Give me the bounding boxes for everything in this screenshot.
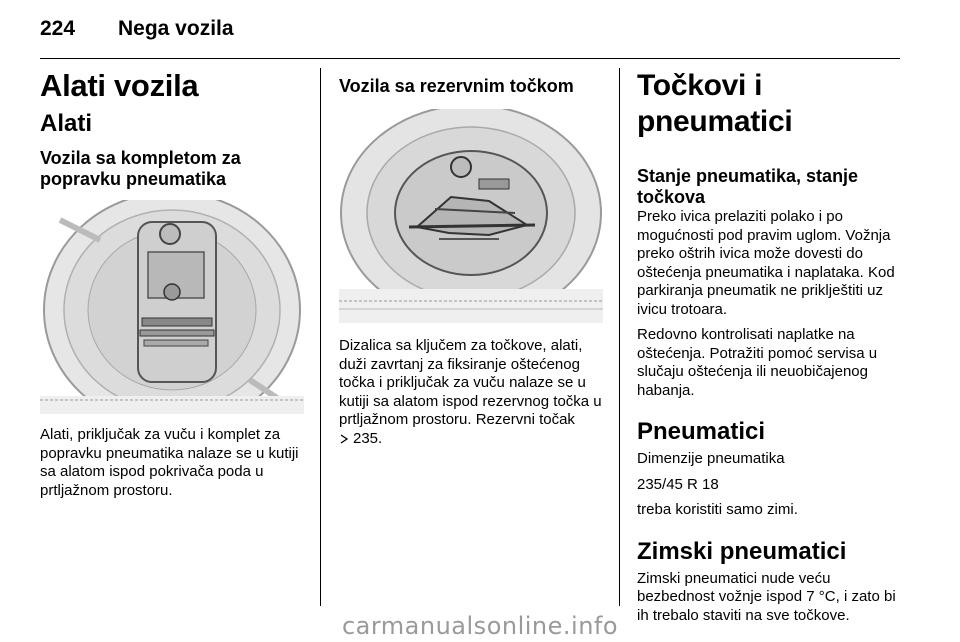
section-title-tyres: Pneumatici <box>637 418 766 445</box>
column-divider <box>619 68 620 606</box>
page-number: 224 <box>40 17 76 40</box>
subsection-title-spare-wheel: Vozila sa rezervnim točkom <box>339 76 574 96</box>
repair-kit-illustration <box>40 200 304 414</box>
chapter-title: Alati vozila <box>40 68 199 103</box>
tyre-note: treba koristiti samo zimi. <box>637 501 798 518</box>
section-title-tyre-condition: Stanje pneumatika, stanje točkova <box>637 166 859 207</box>
page-header <box>40 14 234 44</box>
column-divider <box>320 68 321 606</box>
paragraph-rim-check: Redovno kontrolisati naplatke na oštećenja. Potražiti pomoć servisa u slučaju oštećenja ili neuobičajenog habanja. <box>637 326 878 399</box>
paragraph-winter-tyres: Zimski pneumatici nude veću bezbednost vožnje ispod 7 °C, i zato bi ih trebalo staviti na sve točkove. <box>637 569 896 624</box>
watermark: carmanualsonline.info <box>341 612 619 640</box>
column-2 <box>339 68 605 455</box>
header-title: Nega vozila <box>118 17 234 40</box>
page-reference-icon <box>339 434 349 444</box>
header-rule <box>40 58 900 59</box>
caption-spare-wheel <box>339 337 605 448</box>
page-reference[interactable]: 235. <box>353 429 383 447</box>
caption-spare-wheel-text: Dizalica sa ključem za točkove, alati, duži zavrtanj za fiksiranje oštećenog točka i priključak za vuču nalaze se u kutiji sa alatom ispod rezervnog točka u prtljažnom prostoru. Rezervni točak <box>339 337 602 428</box>
column-3 <box>637 68 905 632</box>
spare-wheel-illustration <box>339 109 603 323</box>
column-1 <box>40 68 306 507</box>
caption-repair-kit: Alati, priključak za vuču i komplet za popravku pneumatika nalaze se u kutiji sa alatom ispod pokrivača poda u prtljažnom prostoru. <box>40 426 299 499</box>
tyre-dimensions-label: Dimenzije pneumatika <box>637 450 785 467</box>
section-title-alati: Alati <box>40 110 93 137</box>
tyre-size: 235/45 R 18 <box>637 475 719 493</box>
chapter-title-wheels: Točkovi i pneumatici <box>637 69 793 138</box>
section-title-winter-tyres: Zimski pneumatici <box>637 537 847 565</box>
subsection-title-repair-kit: Vozila sa kompletom za popravku pneumatika <box>40 148 241 189</box>
paragraph-tyre-condition: Preko ivica prelaziti polako i po mogućnosti pod pravim uglom. Vožnja preko oštrih ivica može dovesti do oštećenja pneumatika i naplataka. Kod parkiranja pneumatik ne priklještiti uz ivicu trotoara. <box>637 208 895 318</box>
